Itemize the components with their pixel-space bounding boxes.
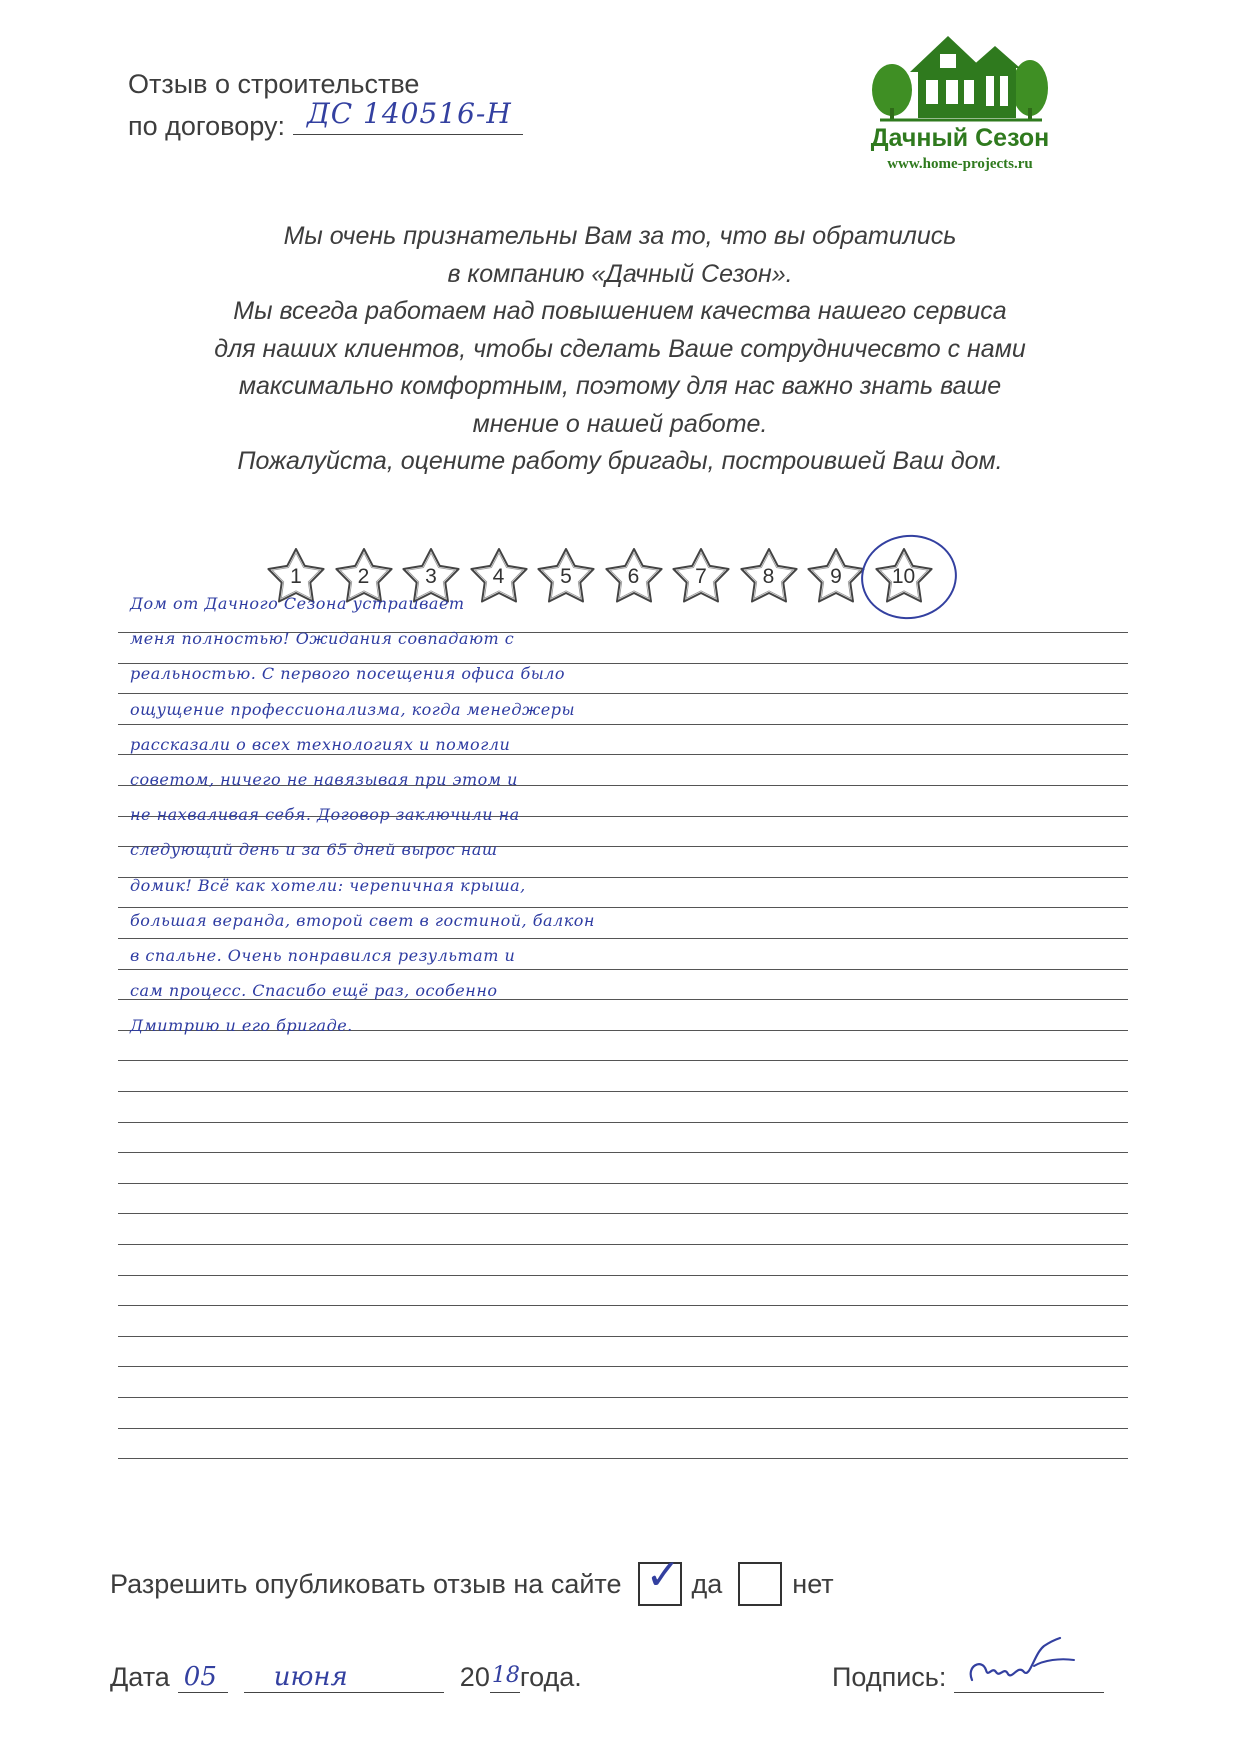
review-text-line: меня полностью! Ожидания совпадают с: [130, 629, 515, 649]
intro-line: Пожалуйста, оцените работу бригады, построившей Ваш дом.: [237, 447, 1003, 475]
intro-line: в компанию «Дачный Сезон».: [447, 259, 793, 288]
rating-star-label: 5: [560, 565, 572, 588]
writing-line: [118, 1458, 1128, 1459]
page-header: [128, 64, 588, 146]
rating-star-label: 7: [695, 565, 707, 588]
writing-line: [118, 1060, 1128, 1061]
rating-star-label: 3: [425, 565, 437, 588]
writing-line: [118, 1305, 1128, 1306]
rating-star-label: 2: [357, 565, 370, 588]
rating-star-label: 6: [627, 565, 640, 588]
writing-line: [118, 938, 1128, 939]
date-label: Дата: [110, 1662, 170, 1692]
review-text-line: реальностью. С первого посещения офиса было: [130, 664, 566, 684]
intro-line: мнение о нашей работе.: [472, 409, 768, 438]
date-row: [110, 1643, 582, 1693]
writing-line: [118, 1366, 1128, 1367]
writing-line: [118, 1183, 1128, 1184]
writing-line: [118, 1275, 1128, 1276]
writing-line: [118, 693, 1128, 694]
writing-line: [118, 969, 1128, 970]
review-text-line: Дом от Дачного Сезона устраивает: [130, 594, 465, 613]
contract-row: [128, 97, 588, 146]
date-month: июня: [273, 1662, 348, 1692]
signature-field[interactable]: [954, 1658, 1104, 1693]
review-text-line: советом, ничего не навязывая при этом и: [130, 770, 518, 789]
intro-line: для наших клиентов, чтобы сделать Ваше сотрудничесвто с нами: [214, 334, 1026, 363]
review-text-line: не нахваливая себя. Договор заключили на: [130, 805, 520, 825]
intro-line: максимально комфортным, поэтому для нас важно знать ваше: [238, 372, 1002, 400]
writing-line: [118, 1244, 1128, 1245]
brand-name: Дачный Сезон: [870, 124, 1050, 152]
contract-number-field[interactable]: [293, 97, 523, 135]
date-day-field[interactable]: [178, 1660, 228, 1693]
rating-star-label: 9: [830, 565, 842, 588]
review-text-line: ощущение профессионализма, когда менеджеры: [130, 699, 575, 719]
review-text-line: в спальне. Очень понравился результат и: [130, 946, 516, 965]
writing-line: [118, 1397, 1128, 1398]
date-year: 18: [491, 1663, 520, 1688]
rating-star-label: 4: [492, 565, 505, 588]
review-text-line: следующий день и за 65 дней вырос наш: [130, 840, 498, 860]
writing-line: [118, 1122, 1128, 1123]
consent-yes-checkbox[interactable]: [638, 1550, 682, 1606]
intro-line: Мы всегда работаем над повышением качества нашего сервиса: [233, 297, 1007, 325]
writing-line: [118, 907, 1128, 908]
intro-text: [120, 218, 1120, 481]
signature-label: Подпись:: [832, 1662, 947, 1692]
date-year-label: года.: [519, 1662, 582, 1692]
date-year-prefix: 20: [459, 1662, 490, 1692]
review-text-line: домик! Всё как хотели: черепичная крыша,: [130, 875, 526, 895]
review-text-line: большая веранда, второй свет в гостиной, балкон: [130, 910, 595, 930]
contract-number: ДС 140516-Н: [306, 97, 512, 130]
rating-star-label: 8: [762, 565, 775, 588]
brand-logo: [840, 28, 1080, 172]
signature-mark: [964, 1636, 1094, 1692]
date-year-field[interactable]: [490, 1660, 520, 1693]
writing-line: [118, 754, 1128, 755]
writing-line: [118, 1428, 1128, 1429]
review-text-line: рассказали о всех технологиях и помогли: [130, 734, 511, 754]
writing-line: [118, 724, 1128, 725]
check-mark-icon: ✓: [645, 1550, 681, 1599]
consent-yes-label: да: [691, 1568, 723, 1599]
signature-row: [832, 1643, 1104, 1693]
writing-line: [118, 1213, 1128, 1214]
document-title: Отзыв о строительстве: [128, 69, 420, 99]
rating-star-label: 1: [290, 565, 302, 588]
writing-line: [118, 1336, 1128, 1337]
rating-star-label: 10: [891, 565, 916, 588]
consent-no-checkbox[interactable]: [738, 1562, 782, 1606]
publish-consent: [110, 1550, 834, 1608]
star-rating: [265, 545, 1045, 625]
house-logo-icon: [870, 28, 1050, 124]
consent-label: Разрешить опубликовать отзыв на сайте: [110, 1568, 622, 1599]
intro-line: Мы очень признательны Вам за то, что вы обратились: [283, 222, 957, 250]
writing-line: [118, 1091, 1128, 1092]
consent-no-label: нет: [792, 1568, 834, 1599]
writing-line: [118, 1152, 1128, 1153]
date-day: 05: [183, 1662, 217, 1692]
review-text-line: сам процесс. Спасибо ещё раз, особенно: [130, 981, 498, 1001]
brand-url: www.home-projects.ru: [887, 156, 1033, 172]
review-text-line: Дмитрию и его бригаде.: [130, 1016, 353, 1036]
contract-label: по договору:: [128, 111, 285, 141]
date-month-field[interactable]: [244, 1660, 444, 1693]
